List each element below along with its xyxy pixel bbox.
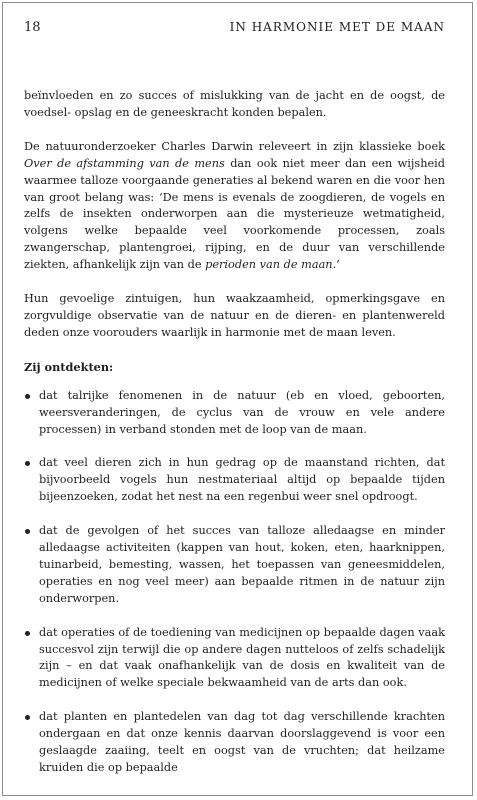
bullet-item <box>24 455 445 506</box>
bullet-text: dat planten en plantedelen van dag tot dag verschillende krachten ondergaan en dat onze kennis daarvan doorslaggevend is voor een geslaagde zaaiing, teelt en oogst van de vruchten; dat heilzame kruiden die op bepaalde <box>39 710 445 774</box>
text-segment: De natuuronderzoeker Charles Darwin releveert in zijn klassieke boek <box>24 139 445 153</box>
bullet-text: dat veel dieren zich in hun gedrag op de maanstand richten, dat bijvoorbeeld vogels hun nestmateriaal altijd op bepaalde tijden bijeenzoeken, zodat het nest na een regenbui weer snel opdroogt. <box>39 456 445 504</box>
page-header <box>24 20 445 36</box>
list-heading: Zij ontdekten: <box>24 359 114 374</box>
bullet-dot-icon <box>25 631 30 636</box>
text-segment: ’ <box>336 258 340 272</box>
text-segment: Hun gevoelige zintuigen, hun waakzaamheid, opmerkingsgave en zorgvuldige observatie van de natuur en de dieren- en plantenwereld deden onze voorouders waarlijk in harmonie met de maan leven. <box>24 292 445 339</box>
bullet-dot-icon <box>25 529 30 534</box>
bullet-item <box>24 709 445 777</box>
bullet-text: dat talrijke fenomenen in de natuur (eb en vloed, geboorten, weersveranderingen, de cyclus van de vrouw en vele andere processen) in verband stonden met de loop van de maan. <box>39 388 445 436</box>
paragraph-3 <box>24 291 445 342</box>
page-body <box>24 88 445 777</box>
bullet-dot-icon <box>25 394 30 399</box>
page-number: 18 <box>24 20 41 35</box>
text-segment: dan ook niet meer dan een wijsheid waarmee talloze voorgaande generaties al bekend waren en die voor hen van groot belang was: ‘De mens is evenals de zoogdieren, de vogels en zelfs de insekten onderworpen aan die mysterieuze wetmatigheid, volgens welke bepaalde veel voorkomende processen, zoals zwangerschap, plantengroei, rijping, en de duur van verschillende ziekten, afhankelijk zijn van de <box>24 156 445 272</box>
bullet-item <box>24 388 445 439</box>
italic-text: perioden van de maan. <box>205 258 337 272</box>
bullet-item <box>24 523 445 608</box>
bullet-dot-icon <box>25 461 30 466</box>
text-segment: beïnvloeden en zo succes of mislukking van de jacht en de oogst, de voedsel- opslag en de geneeskracht konden bepalen. <box>24 89 445 119</box>
paragraph-2 <box>24 139 445 274</box>
paragraph-1 <box>24 88 445 122</box>
running-title: IN HARMONIE MET DE MAAN <box>229 20 445 34</box>
bullet-item <box>24 625 445 693</box>
italic-text: Over de afstamming van de mens <box>24 156 225 170</box>
bullet-text: dat operaties of de toediening van medicijnen op bepaalde dagen vaak succesvol zijn terwijl die op andere dagen nutteloos of zelfs schadelijk zijn – en dat vaak onafhankelijk van de dosis en kwaliteit van de medicijnen of welke speciale bekwaamheid van de arts dan ook. <box>39 625 445 690</box>
bullet-text: dat de gevolgen of het succes van talloze alledaagse en minder alledaagse activiteiten (kappen van hout, koken, eten, haarknippen, tuinarbeid, bemesting, wassen, het toepassen van geneesmiddelen, operaties en nog veel meer) aan bepaalde ritmen in de natuur zijn onderworpen. <box>39 524 445 605</box>
bullet-list <box>24 388 445 777</box>
bullet-dot-icon <box>25 715 30 720</box>
